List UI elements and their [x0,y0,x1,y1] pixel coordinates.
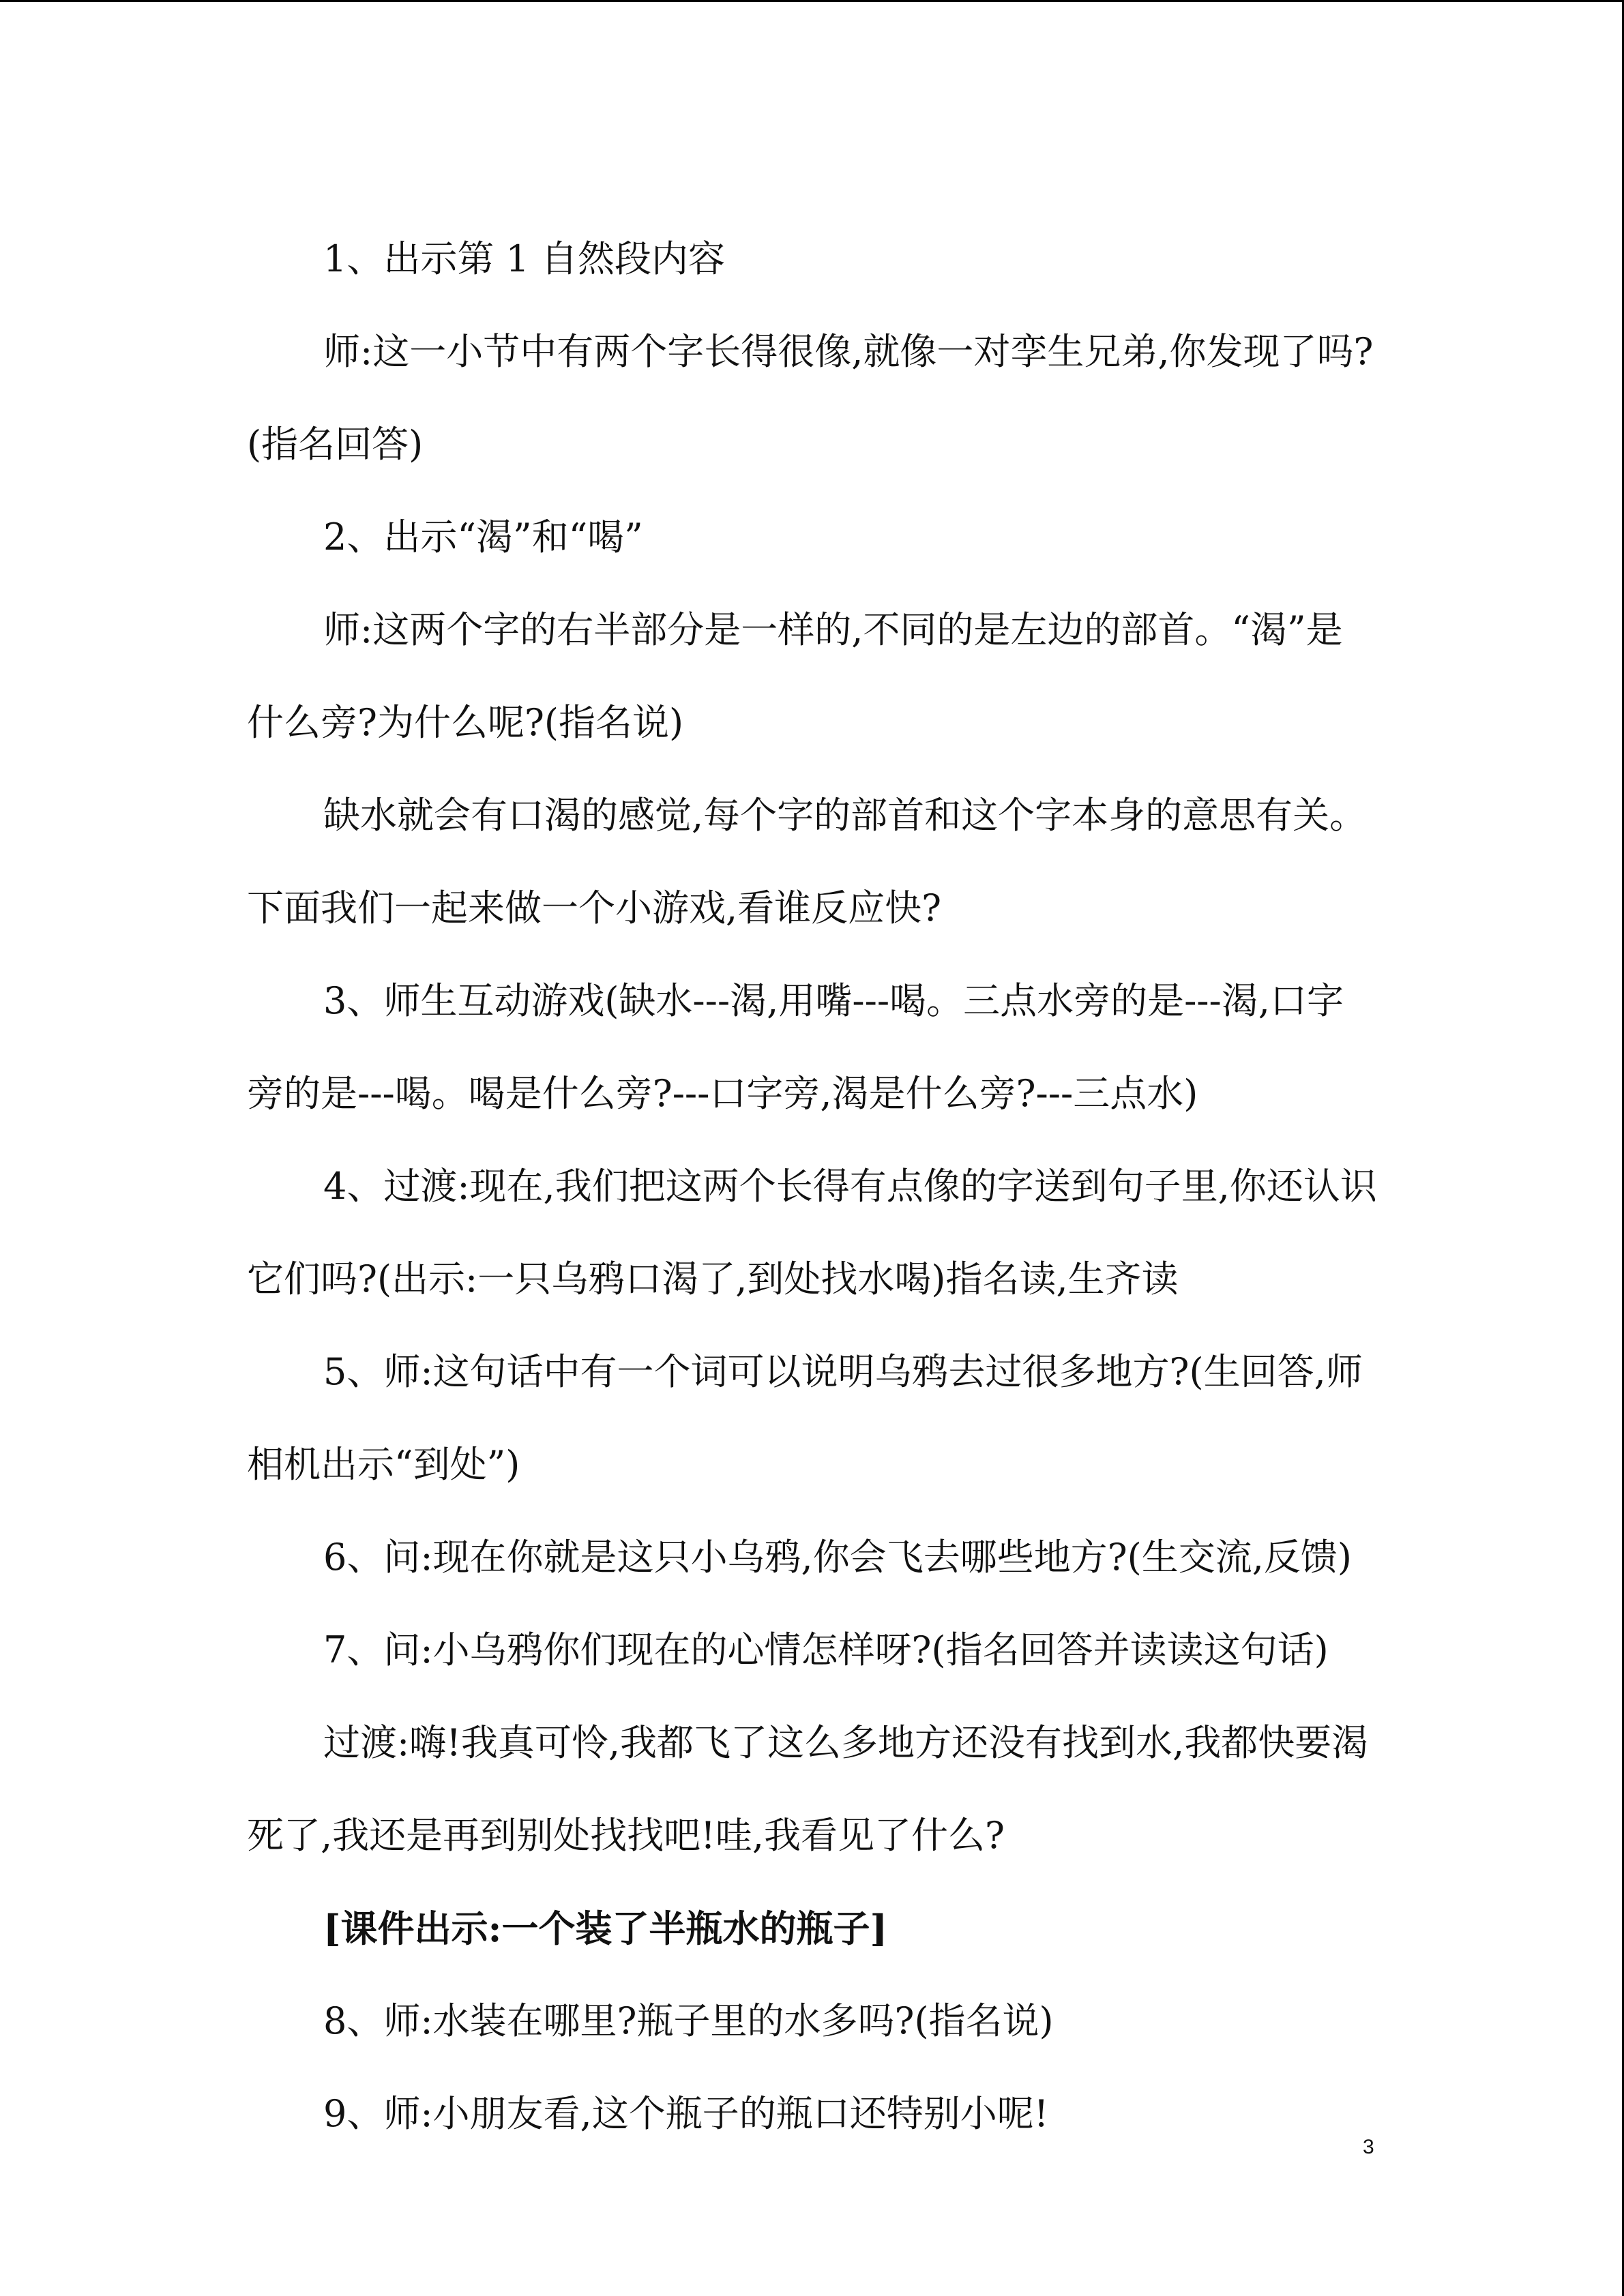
paragraph-teacher-twins: 师:这一小节中有两个字长得很像,就像一对孪生兄弟,你发现了吗?(指名回答) [247,330,1374,466]
paragraph-thirst-explanation: 缺水就会有口渴的感觉,每个字的部首和这个字本身的意思有关。下面我们一起来做一个小游戏,看谁反应快? [247,794,1367,929]
page-number: 3 [1363,2136,1374,2158]
paragraph-courseware-note: [课件出示:一个装了半瓶水的瓶子] [323,1907,888,1950]
paragraph-step-4-transition: 4、过渡:现在,我们把这两个长得有点像的字送到句子里,你还认识它们吗?(出示:一只乌鸦口渴了,到处找水喝)指名读,生齐读 [247,1165,1377,1300]
paragraph-step-2: 2、出示“渴”和“喝” [323,516,643,558]
paragraph-step-6: 6、问:现在你就是这只小乌鸦,你会飞去哪些地方?(生交流,反馈) [323,1536,1352,1579]
paragraph-step-8: 8、师:水装在哪里?瓶子里的水多吗?(指名说) [323,1999,1054,2042]
paragraph-step-5: 5、师:这句话中有一个词可以说明乌鸦去过很多地方?(生回答,师相机出示“到处”) [247,1350,1363,1486]
page-top-border [0,0,1624,2]
paragraph-step-9: 9、师:小朋友看,这个瓶子的瓶口还特别小呢! [323,2092,1049,2135]
paragraph-transition-crow: 过渡:嗨!我真可怜,我都飞了这么多地方还没有找到水,我都快要渴死了,我还是再到别处找找吧!哇,我看见了什么? [247,1721,1369,1857]
document-body [247,213,1379,2160]
paragraph-step-3-game: 3、师生互动游戏(缺水---渴,用嘴---喝。三点水旁的是---渴,口字旁的是---喝。喝是什么旁?---口字旁,渴是什么旁?---三点水) [247,979,1344,1115]
paragraph-step-7: 7、问:小乌鸦你们现在的心情怎样呀?(指名回答并读读这句话) [323,1628,1329,1671]
paragraph-step-1: 1、出示第 1 自然段内容 [323,237,726,280]
paragraph-teacher-radicals: 师:这两个字的右半部分是一样的,不同的是左边的部首。“渴”是什么旁?为什么呢?(指名说) [247,608,1343,744]
